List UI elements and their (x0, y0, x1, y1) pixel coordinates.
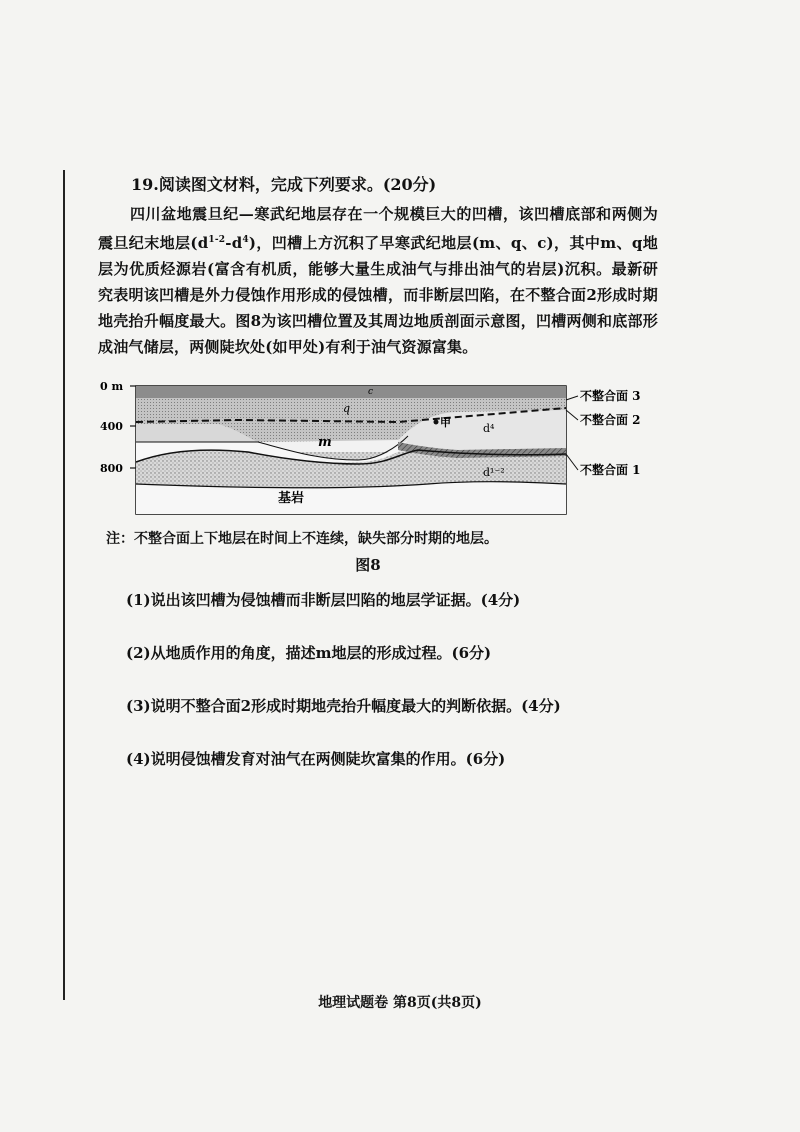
sub-question-4: (4)说明侵蚀槽发育对油气在两侧陡坎富集的作用。(6分) (126, 750, 506, 768)
paragraph-text: 四川盆地震旦纪—寒武纪地层存在一个规模巨大的凹槽，该凹槽底部和两侧为震旦纪末地层(d (98, 205, 658, 252)
figure-note: 注：不整合面上下地层在时间上不连续，缺失部分时期的地层。 (106, 531, 498, 547)
depth-label-400: 400 (100, 420, 123, 433)
label-bedrock: 基岩 (278, 491, 305, 506)
depth-label-0: 0 m (100, 380, 124, 393)
label-d4: d⁴ (483, 422, 495, 435)
paragraph-text: )，凹槽上方沉积了早寒武纪地层(m、q、c)，其中m、q地层为优质烃源岩(富含有机质，能够大量生成油气与排出油气的岩层)沉积。最新研究表明该凹槽是外力侵蚀作用形成的侵蚀槽，而非断层凹陷，在不整合面2形成时期地壳抬升幅度最大。图8为该凹槽位置及其周边地质剖面示意图，凹槽两侧和底部形成油气储层，两侧陡坎处(如甲处)有利于油气资源富集。 (98, 234, 658, 356)
sub-question-list (98, 589, 658, 769)
label-unconformity-1: 不整合面 1 (580, 463, 641, 477)
label-jia: 甲 (440, 416, 451, 429)
page-footer: 地理试题卷 第8页(共8页) (318, 995, 482, 1011)
paragraph-text: -d (225, 234, 243, 252)
sub-question-1: (1)说出该凹槽为侵蚀槽而非断层凹陷的地层学证据。(4分) (126, 591, 521, 609)
geologic-cross-section (98, 380, 658, 520)
depth-label-800: 800 (100, 462, 123, 475)
question-title: 19.阅读图文材料，完成下列要求。(20分) (131, 175, 437, 194)
question-19 (98, 172, 658, 769)
superscript: 1-2 (208, 235, 226, 245)
sub-question-3: (3)说明不整合面2形成时期地壳抬升幅度最大的判断依据。(4分) (126, 697, 561, 715)
point-jia (434, 420, 439, 425)
label-c: c (368, 387, 374, 397)
sub-question-2: (2)从地质作用的角度，描述m地层的形成过程。(6分) (126, 644, 492, 662)
label-m: m (318, 435, 332, 450)
question-paragraph (98, 201, 658, 360)
figure-8 (98, 380, 658, 520)
label-q: q (343, 402, 351, 415)
figure-caption: 图8 (355, 556, 381, 574)
label-unconformity-3: 不整合面 3 (580, 389, 641, 403)
page-margin-rule (63, 170, 65, 1000)
label-unconformity-2: 不整合面 2 (580, 413, 641, 427)
label-d12: d¹⁻² (483, 466, 505, 479)
superscript: 4 (242, 235, 249, 245)
layer-c (136, 386, 566, 398)
